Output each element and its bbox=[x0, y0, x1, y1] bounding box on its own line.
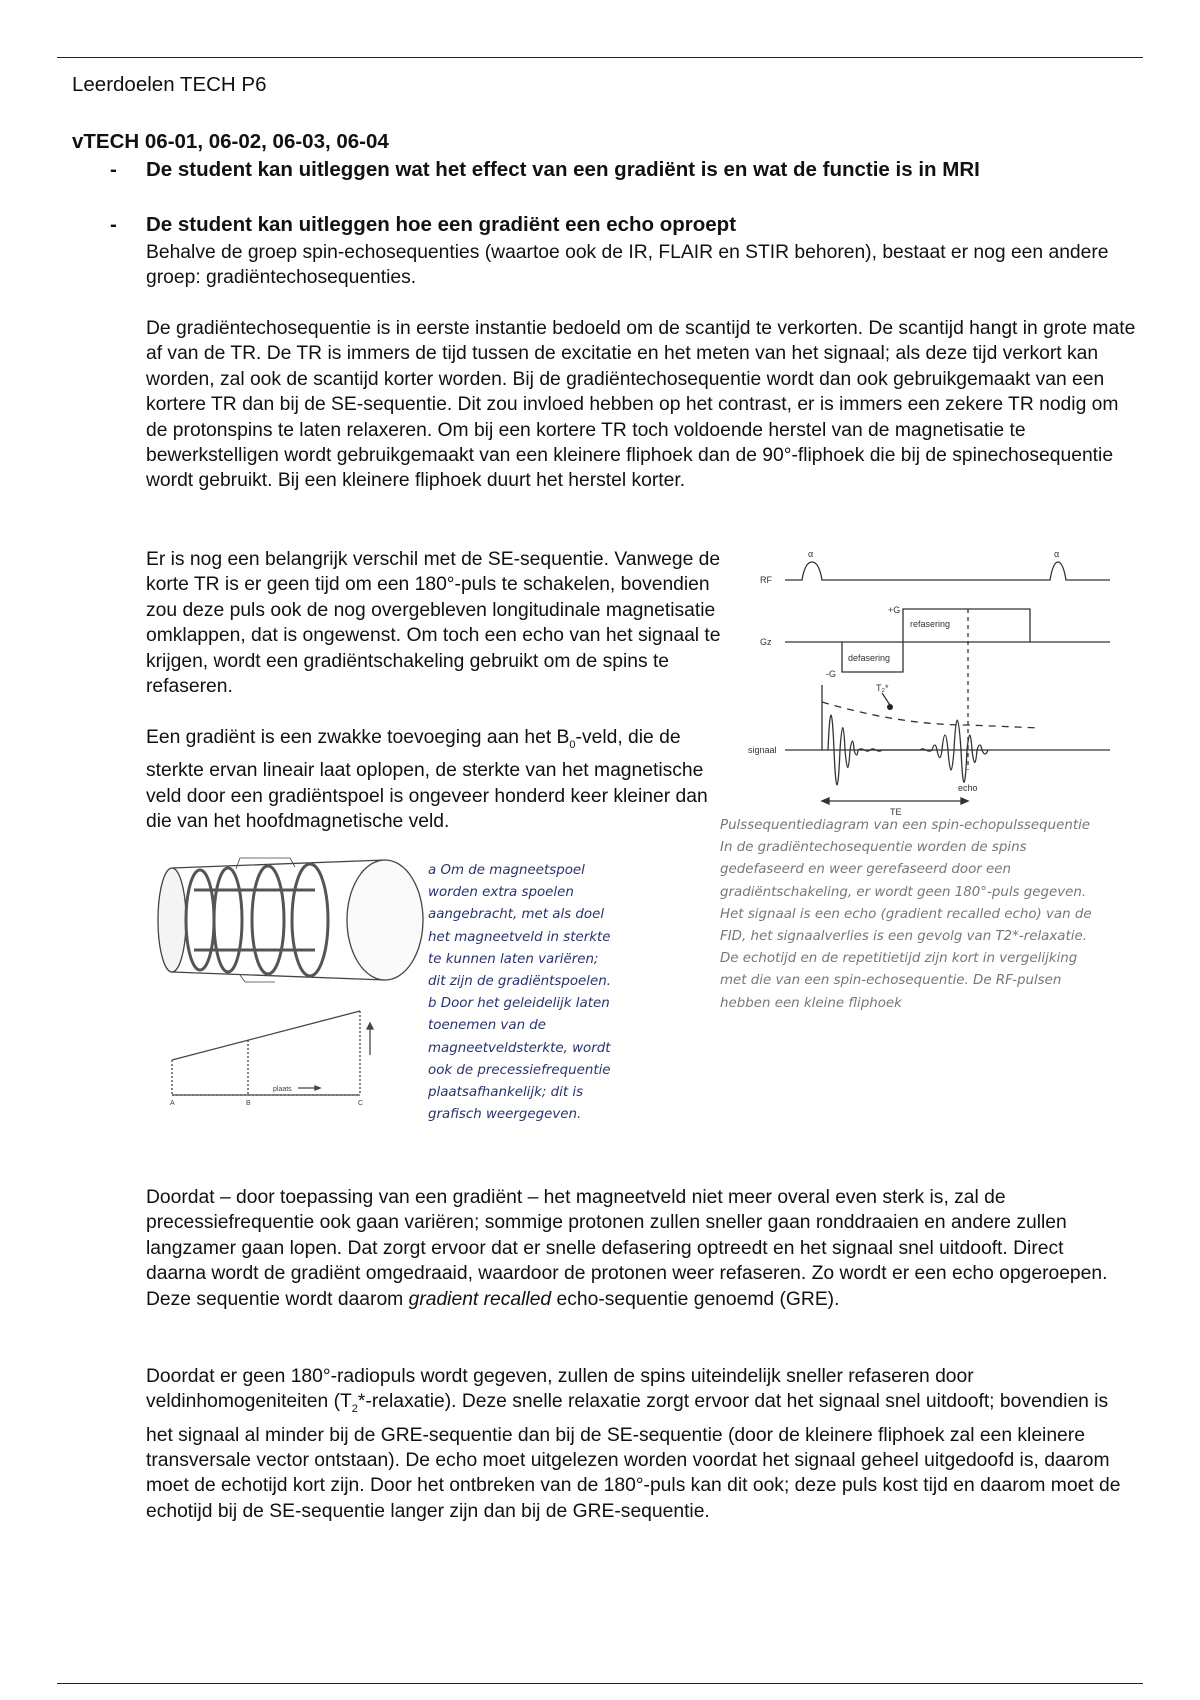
t2star-decay bbox=[822, 702, 1040, 728]
pulse-sequence-diagram bbox=[740, 545, 1110, 817]
text: Doordat – door toepassing van een gradiënt – het magneetveld niet meer overal even sterk is, zal de precessiefrequentie ook gaan variëren; sommige protonen zullen sneller gaan ronddraaien en andere zullen langzamer gaan lopen. Dat zorgt ervoor dat er snelle defasering optreedt en het signaal snel uitdooft. Direct daarna wordt de gradiënt omgedraaid, waardoor de protonen weer refaseren. Zo wordt er een echo opgeroepen. Deze sequentie wordt daarom bbox=[146, 1187, 1108, 1310]
te-arrow bbox=[822, 798, 968, 804]
rf-label: RF bbox=[760, 575, 772, 585]
paragraph-intro: Behalve de groep spin-echosequenties (waartoe ook de IR, FLAIR en STIR behoren), bestaat er nog een andere groep: gradiëntechosequenties. bbox=[146, 242, 1109, 289]
bottom-rule bbox=[57, 1683, 1143, 1684]
text: *-relaxatie). Deze snelle relaxatie zorgt ervoor dat het signaal snel uitdooft; bovendien is het signaal al minder bij de GRE-sequentie dan bij de SE-sequentie (door de kleinere fliphoek zal een kleinere transversale vector ontstaan). De echo moet uitgelezen worden voordat het signaal geheel uitgedoofd is, daarom moet de echotijd kort zijn. Door het ontbreken van de 180°-puls kan dit ook; deze puls kost tijd en daarom moet de echotijd bij de SE-sequentie langer zijn dan bij de GRE-sequentie. bbox=[146, 1391, 1121, 1522]
plaats-label: plaats bbox=[273, 1086, 292, 1093]
section-heading: vTECH 06-01, 06-02, 06-03, 06-04 bbox=[72, 130, 389, 153]
text: Een gradiënt is een zwakke toevoeging aan het B bbox=[146, 727, 570, 748]
pulse-diagram-caption: Pulssequentiediagram van een spin-echopulssequentie In de gradiëntechosequentie worden de spins gedefaseerd en weer gerefaseerd door een gradiëntschakeling, er wordt geen 180°-puls gegeven. Het signaal is een echo (gradient recalled echo) van de FID, het signaalverlies is een gevolg van T2*-relaxatie. De echotijd en de repetitietijd zijn kort in vergelijking met die van een spin-echosequentie. De RF-pulsen hebben een kleine fliphoek bbox=[720, 818, 1092, 1011]
rf-line bbox=[785, 562, 1110, 580]
caption-a: a Om de magneetspoel worden extra spoelen aangebracht, met als doel het magneetveld in sterkte te kunnen laten variëren; dit zijn de gradiëntspoelen. bbox=[428, 863, 611, 990]
paragraph-se-difference: Er is nog een belangrijk verschil met de SE-sequentie. Vanwege de korte TR is er geen tijd om een 180°-puls te schakelen, bovendien zou deze puls ook de nog overgebleven longitudinale magnetisatie omklappen, dat is ongewenst. Om toch een echo van het signaal te krijgen, wordt een gradiëntschakeling gebruikt om de spins te refaseren. bbox=[146, 549, 721, 698]
paragraph-scantime: De gradiëntechosequentie is in eerste instantie bedoeld om de scantijd te verkorten. De scantijd hangt in grote mate af van de TR. De TR is immers de tijd tussen de excitatie en het meten van het signaal; als deze tijd verkort kan worden, zal ook de scantijd korter worden. Bij de gradiëntechosequentie wordt dan ook gebruikgemaakt van een kortere TR dan bij de SE-sequentie. Dit zou invloed hebben op het contrast, er is immers een zekere TR nodig om de protonspins te laten relaxeren. Om bij een kortere TR toch voldoende herstel van de magnetisatie te bewerkstelligen wordt gebruikgemaakt van een kleinere fliphoek dan de 90°-fliphoek die bij de spinechosequentie wordt gebruikt. Bij een kleinere fliphoek duurt het herstel korter. bbox=[146, 318, 1136, 492]
point-b-label: B bbox=[246, 1100, 251, 1107]
top-rule bbox=[57, 57, 1143, 58]
subscript: 2 bbox=[351, 1403, 358, 1416]
text: -veld, die de sterkte ervan lineair laat oplopen, de sterkte van het magnetische veld door een gradiëntspoel is ongeveer honderd keer kleiner dan die van het hoofdmagnetische veld. bbox=[146, 727, 708, 833]
point-c-label: C bbox=[358, 1100, 364, 1107]
refasering-label: refasering bbox=[910, 619, 951, 629]
alpha-label: α bbox=[808, 549, 814, 559]
t2star-point bbox=[887, 704, 893, 710]
learning-goal-text: De student kan uitleggen wat het effect van een gradiënt is en wat de functie is in MRI bbox=[146, 158, 980, 181]
text: Doordat er geen 180°-radiopuls wordt gegeven, zullen de spins uiteindelijk sneller refaseren door veldinhomogeniteiten (T bbox=[146, 1366, 974, 1413]
learning-goal-text: De student kan uitleggen hoe een gradiënt een echo oproept bbox=[146, 213, 737, 236]
subscript: 0 bbox=[569, 738, 576, 751]
coil-figure-caption bbox=[428, 860, 613, 1126]
text: echo-sequentie genoemd (GRE). bbox=[551, 1288, 840, 1310]
bullet-dash: - bbox=[110, 158, 117, 181]
plus-g-label: +G bbox=[888, 605, 901, 615]
echo-label: echo bbox=[958, 783, 978, 793]
alpha-label: α bbox=[1054, 549, 1060, 559]
gradient-coil-figure bbox=[150, 855, 430, 1115]
emphasis: gradient recalled bbox=[408, 1288, 552, 1310]
paragraph-t2star bbox=[146, 1364, 1121, 1524]
te-label: TE bbox=[890, 807, 902, 817]
paragraph-gre-echo bbox=[146, 1185, 1121, 1312]
page-header-title: Leerdoelen TECH P6 bbox=[72, 73, 267, 96]
t2star-pointer bbox=[882, 693, 890, 705]
caption-b: b Door het geleidelijk laten toenemen van de magneetveldsterkte, wordt ook de precessiefrequentie plaatsafhankelijk; dit is grafisch weergegeven. bbox=[428, 996, 611, 1123]
minus-g-label: -G bbox=[826, 669, 836, 679]
t2star-label: T₂* bbox=[876, 683, 889, 693]
defasering-label: defasering bbox=[848, 653, 891, 663]
signal-wave bbox=[822, 685, 988, 785]
paragraph-gradient-definition bbox=[146, 725, 724, 834]
signaal-label: signaal bbox=[748, 745, 777, 755]
field-strength-line bbox=[172, 1011, 360, 1060]
point-a-label: A bbox=[170, 1100, 175, 1107]
gz-label: Gz bbox=[760, 637, 772, 647]
bullet-dash: - bbox=[110, 213, 117, 236]
